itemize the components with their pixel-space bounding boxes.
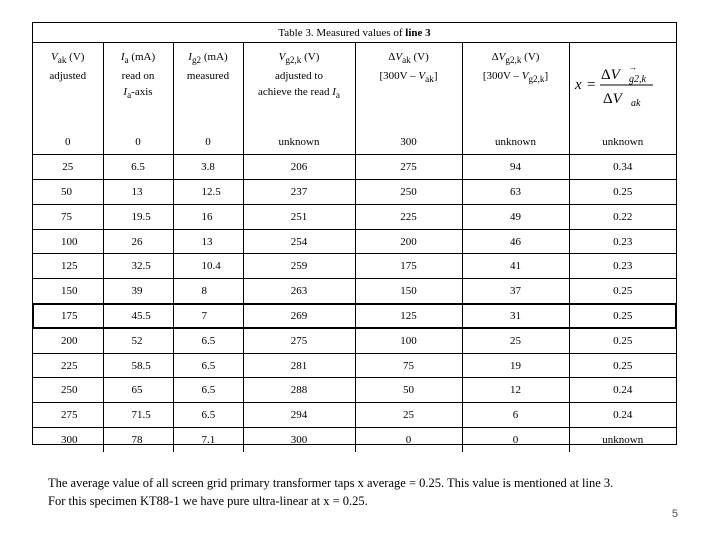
table-cell: 6.5 [103, 155, 173, 180]
table-cell: 13 [173, 229, 243, 254]
table-cell: 200 [33, 328, 103, 353]
table-cell: 269 [243, 304, 355, 329]
table-cell: 125 [355, 304, 462, 329]
table-cell: 150 [33, 279, 103, 304]
table-cell: 250 [355, 180, 462, 205]
table-cell: 125 [33, 254, 103, 279]
table-cell: 37 [462, 279, 569, 304]
table-cell: 58.5 [103, 353, 173, 378]
table-row [33, 403, 676, 428]
page-number: 5 [671, 508, 678, 520]
table-cell: 50 [355, 378, 462, 403]
table-cell: 250 [33, 378, 103, 403]
table-cell: 6.5 [173, 328, 243, 353]
table-cell: 94 [462, 155, 569, 180]
table-row [33, 155, 676, 180]
table-cell: 63 [462, 180, 569, 205]
table-cell: 0.25 [613, 359, 633, 372]
table-cell: 75 [355, 353, 462, 378]
x-formula [573, 59, 673, 109]
svg-text:→: → [628, 62, 637, 72]
table-cell: 16 [173, 204, 243, 229]
table-cell: 225 [355, 204, 462, 229]
table-frame [32, 22, 677, 445]
table-cell: 45.5 [103, 304, 173, 329]
table-cell: 0 [173, 130, 243, 155]
table-cell: 31 [462, 304, 569, 329]
table-cell: 0 [33, 130, 103, 155]
table-cell: 8 [173, 279, 243, 304]
table-row [33, 204, 676, 229]
header-ig2: $I_{g2}$ (mA) measured [173, 43, 243, 130]
header-ia: $I_a$ (mA) read on $I_a$-axis [103, 43, 173, 130]
table-cell: 26 [103, 229, 173, 254]
table-cell: 263 [243, 279, 355, 304]
table-cell: 6.5 [173, 378, 243, 403]
table-cell: 25 [33, 155, 103, 180]
table-cell: 251 [243, 204, 355, 229]
table-cell: 46 [462, 229, 569, 254]
table-cell: 75 [33, 204, 103, 229]
table-cell: 0.25 [613, 334, 633, 347]
table-cell: 6 [462, 403, 569, 428]
table-cell: 13 [103, 180, 173, 205]
table-cell: 275 [355, 155, 462, 180]
table-cell: 275 [243, 328, 355, 353]
table-cell: 6.5 [173, 353, 243, 378]
table-cell: 19 [462, 353, 569, 378]
table-cell: 50 [33, 180, 103, 205]
table-row [33, 279, 676, 304]
table-cell: 0.25 [613, 285, 633, 298]
table-cell: 7 [173, 304, 243, 329]
table-row [33, 328, 676, 353]
table-cell: 0 [462, 428, 569, 453]
table-cell: 39 [103, 279, 173, 304]
table-cell: unknown [462, 130, 569, 155]
header-vg2k: $V_{g2,k}$ (V) adjusted to achieve the read $I_a$ [243, 43, 355, 130]
table-title-text: Table 3. Measured values of [278, 27, 406, 39]
table-cell: 237 [243, 180, 355, 205]
svg-text:g2,k: g2,k [628, 73, 646, 85]
table-cell: 0.25 [613, 309, 633, 322]
table-cell: 19.5 [103, 204, 173, 229]
table-cell: 0.24 [613, 384, 633, 397]
table-cell: 49 [462, 204, 569, 229]
table-cell: 12 [462, 378, 569, 403]
table-cell: 259 [243, 254, 355, 279]
table-cell: unknown [602, 136, 644, 149]
table-cell: 288 [243, 378, 355, 403]
table-body [33, 130, 676, 452]
table-cell: 0 [103, 130, 173, 155]
table-title-bold: line 3 [405, 27, 431, 39]
table-cell: 300 [243, 428, 355, 453]
table-cell: 300 [33, 428, 103, 453]
table-cell: 71.5 [103, 403, 173, 428]
table-title [33, 23, 676, 43]
table-cell: 25 [355, 403, 462, 428]
header-delta-vak: $\Delta V_{ak}$ (V) $[300V - V_{ak}]$ [355, 43, 462, 130]
table-cell: 32.5 [103, 254, 173, 279]
table-row [33, 229, 676, 254]
table-cell: 281 [243, 353, 355, 378]
table-cell: 78 [103, 428, 173, 453]
table-cell: 0.34 [613, 161, 633, 174]
table-cell: unknown [602, 434, 644, 447]
table-row [33, 428, 676, 453]
table-cell: 0.25 [613, 185, 633, 198]
table-cell: 150 [355, 279, 462, 304]
table-cell: 12.5 [173, 180, 243, 205]
table-row [33, 304, 676, 329]
svg-text:=: = [586, 76, 596, 93]
table-cell: 100 [355, 328, 462, 353]
table-cell: 3.8 [173, 155, 243, 180]
svg-text:x: x [574, 76, 582, 93]
svg-text:ΔV: ΔV [602, 90, 622, 107]
table-cell: 175 [33, 304, 103, 329]
table-row [33, 180, 676, 205]
table-row [33, 353, 676, 378]
header-vak: $V_{ak}$ (V) adjusted [33, 43, 103, 130]
table-cell: 7.1 [173, 428, 243, 453]
table-cell: 175 [355, 254, 462, 279]
table-cell: 254 [243, 229, 355, 254]
table-row [33, 378, 676, 403]
table-cell: 0.24 [613, 409, 633, 422]
table-cell: 41 [462, 254, 569, 279]
table-row [33, 254, 676, 279]
table-cell: 200 [355, 229, 462, 254]
table-cell: 100 [33, 229, 103, 254]
footer-line-2: For this specimen KT88-1 we have pure ultra-linear at x = 0.25. [48, 494, 368, 508]
table-cell: 0.23 [613, 260, 633, 273]
table-cell: 206 [243, 155, 355, 180]
table-cell: 25 [462, 328, 569, 353]
table-cell: 300 [355, 130, 462, 155]
table-cell: 10.4 [173, 254, 243, 279]
footer-text [48, 474, 688, 510]
footer-line-1: The average value of all screen grid primary transformer taps x average = 0.25. This value is mentioned at line 3. [48, 476, 614, 490]
svg-text:ΔV: ΔV [600, 66, 620, 83]
table-cell: 294 [243, 403, 355, 428]
measurements-table [33, 43, 676, 452]
header-x-formula [569, 43, 676, 130]
table-cell: 275 [33, 403, 103, 428]
table-cell: 52 [103, 328, 173, 353]
header-delta-vg2k: $\Delta V_{g2,k}$ (V) $[300V - V_{g2,k}]$ [462, 43, 569, 130]
table-cell: unknown [243, 130, 355, 155]
table-cell: 0.23 [613, 235, 633, 248]
svg-text:ak: ak [630, 97, 641, 109]
header-row [33, 43, 676, 130]
table-cell: 225 [33, 353, 103, 378]
table-row [33, 130, 676, 155]
table-cell: 65 [103, 378, 173, 403]
table-cell: 0 [355, 428, 462, 453]
table-cell: 6.5 [173, 403, 243, 428]
table-cell: 0.22 [613, 210, 633, 223]
